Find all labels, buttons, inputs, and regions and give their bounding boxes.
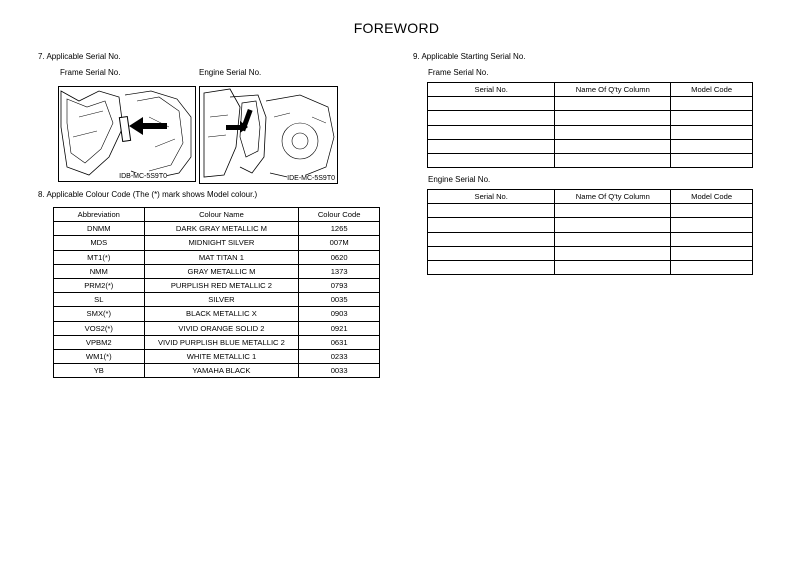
serial-cell: [428, 97, 555, 111]
serial-cell: [428, 246, 555, 260]
table-row: [54, 364, 380, 378]
qty-cell: [555, 218, 671, 232]
abbreviation-cell: PRM2(*): [54, 278, 145, 292]
table-row: [428, 97, 753, 111]
header-colour-name: Colour Name: [144, 208, 299, 222]
abbreviation-cell: VPBM2: [54, 335, 145, 349]
qty-cell: [555, 153, 671, 167]
section-8-heading: 8. Applicable Colour Code (The (*) mark shows Model colour.): [38, 190, 258, 199]
page-title: FOREWORD: [353, 20, 440, 36]
header-qty-column: Name Of Q'ty Column: [555, 83, 671, 97]
colour-name-cell: YAMAHA BLACK: [144, 364, 299, 378]
starting-engine-serial-label: Engine Serial No.: [428, 175, 491, 184]
table-row: [428, 139, 753, 153]
model-code-cell: [671, 204, 753, 218]
qty-cell: [555, 232, 671, 246]
table-row: [54, 293, 380, 307]
frame-serial-photo: [58, 86, 196, 182]
section-7-heading: 7. Applicable Serial No.: [38, 52, 121, 61]
table-row: [428, 153, 753, 167]
abbreviation-cell: YB: [54, 364, 145, 378]
qty-cell: [555, 204, 671, 218]
header-serial-no: Serial No.: [428, 190, 555, 204]
serial-cell: [428, 260, 555, 274]
model-code-cell: [671, 218, 753, 232]
abbreviation-cell: VOS2(*): [54, 321, 145, 335]
table-row: [54, 222, 380, 236]
colour-code-cell: 1265: [299, 222, 380, 236]
model-code-cell: [671, 246, 753, 260]
section-9-heading: 9. Applicable Starting Serial No.: [413, 52, 526, 61]
model-code-cell: [671, 232, 753, 246]
table-row: [54, 307, 380, 321]
colour-code-cell: 0035: [299, 293, 380, 307]
serial-cell: [428, 218, 555, 232]
serial-cell: [428, 111, 555, 125]
colour-name-cell: BLACK METALLIC X: [144, 307, 299, 321]
table-row: [54, 236, 380, 250]
engine-serial-table: [427, 189, 753, 275]
colour-name-cell: MAT TITAN 1: [144, 250, 299, 264]
colour-code-cell: 0631: [299, 335, 380, 349]
table-row: [428, 204, 753, 218]
table-row: [428, 111, 753, 125]
model-code-cell: [671, 260, 753, 274]
model-code-cell: [671, 153, 753, 167]
table-row: [54, 349, 380, 363]
table-row: [54, 335, 380, 349]
frame-photo-caption: IDB-MC-5S9T0: [119, 173, 167, 180]
header-model-code: Model Code: [671, 83, 753, 97]
table-row: [428, 246, 753, 260]
header-colour-code: Colour Code: [299, 208, 380, 222]
engine-photo-caption: IDE-MC-5S9T0: [287, 175, 335, 182]
colour-code-cell: 1373: [299, 264, 380, 278]
qty-cell: [555, 260, 671, 274]
frame-serial-table: [427, 82, 753, 168]
header-serial-no: Serial No.: [428, 83, 555, 97]
table-row: [54, 250, 380, 264]
frame-illustration: [59, 87, 195, 181]
colour-name-cell: PURPLISH RED METALLIC 2: [144, 278, 299, 292]
abbreviation-cell: DNMM: [54, 222, 145, 236]
model-code-cell: [671, 139, 753, 153]
table-row: [428, 218, 753, 232]
starting-frame-serial-label: Frame Serial No.: [428, 68, 489, 77]
colour-name-cell: VIVID PURPLISH BLUE METALLIC 2: [144, 335, 299, 349]
qty-cell: [555, 97, 671, 111]
qty-cell: [555, 139, 671, 153]
table-row: [54, 278, 380, 292]
colour-code-table: [53, 207, 380, 378]
model-code-cell: [671, 111, 753, 125]
colour-name-cell: SILVER: [144, 293, 299, 307]
serial-cell: [428, 125, 555, 139]
frame-table-header: [428, 83, 753, 97]
colour-code-cell: 0793: [299, 278, 380, 292]
serial-cell: [428, 232, 555, 246]
header-abbreviation: Abbreviation: [54, 208, 145, 222]
table-row: [54, 321, 380, 335]
table-row: [428, 232, 753, 246]
colour-code-cell: 0033: [299, 364, 380, 378]
engine-table-header: [428, 190, 753, 204]
engine-serial-label: Engine Serial No.: [199, 68, 262, 77]
colour-name-cell: GRAY METALLIC M: [144, 264, 299, 278]
colour-table-header: [54, 208, 380, 222]
header-model-code: Model Code: [671, 190, 753, 204]
colour-code-cell: 0903: [299, 307, 380, 321]
colour-code-cell: 007M: [299, 236, 380, 250]
colour-name-cell: DARK GRAY METALLIC M: [144, 222, 299, 236]
abbreviation-cell: NMM: [54, 264, 145, 278]
table-row: [428, 125, 753, 139]
model-code-cell: [671, 125, 753, 139]
serial-cell: [428, 204, 555, 218]
colour-name-cell: MIDNIGHT SILVER: [144, 236, 299, 250]
colour-code-cell: 0233: [299, 349, 380, 363]
serial-cell: [428, 139, 555, 153]
abbreviation-cell: SMX(*): [54, 307, 145, 321]
table-row: [428, 260, 753, 274]
abbreviation-cell: MT1(*): [54, 250, 145, 264]
qty-cell: [555, 125, 671, 139]
table-row: [54, 264, 380, 278]
frame-serial-label: Frame Serial No.: [60, 68, 121, 77]
colour-name-cell: VIVID ORANGE SOLID 2: [144, 321, 299, 335]
qty-cell: [555, 111, 671, 125]
model-code-cell: [671, 97, 753, 111]
serial-cell: [428, 153, 555, 167]
colour-name-cell: WHITE METALLIC 1: [144, 349, 299, 363]
abbreviation-cell: MDS: [54, 236, 145, 250]
qty-cell: [555, 246, 671, 260]
abbreviation-cell: WM1(*): [54, 349, 145, 363]
abbreviation-cell: SL: [54, 293, 145, 307]
colour-code-cell: 0620: [299, 250, 380, 264]
engine-illustration: [200, 87, 337, 183]
header-qty-column: Name Of Q'ty Column: [555, 190, 671, 204]
engine-serial-photo: [199, 86, 338, 184]
colour-code-cell: 0921: [299, 321, 380, 335]
